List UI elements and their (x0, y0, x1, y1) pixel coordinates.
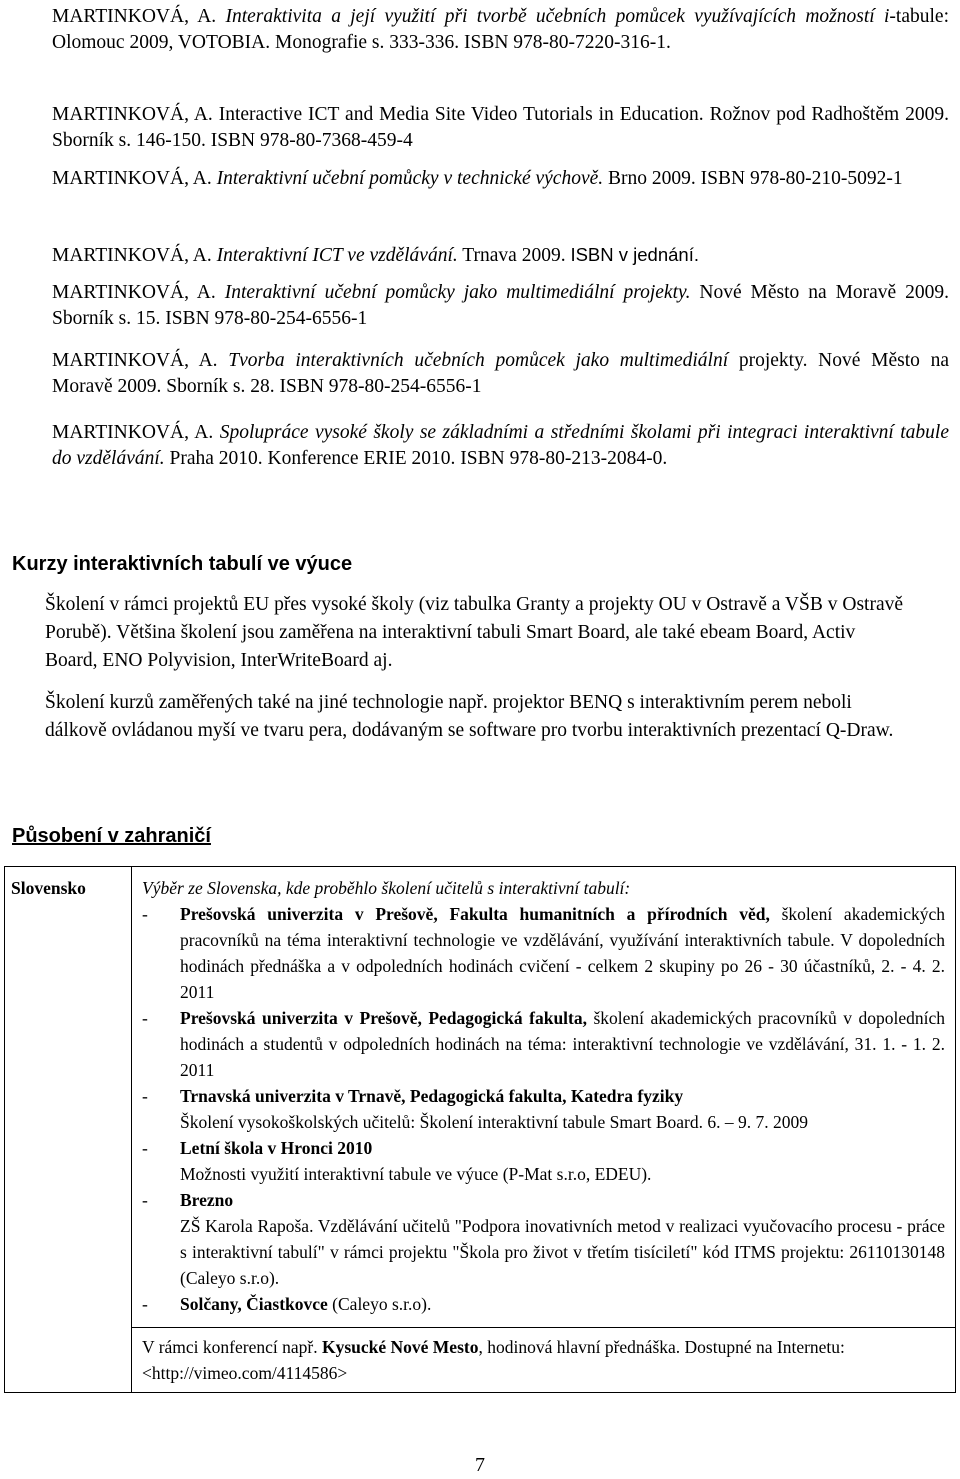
reference-2 (52, 102, 949, 154)
ref-author: MARTINKOVÁ, A. (52, 245, 212, 266)
list-item (142, 1135, 945, 1187)
abroad-table (4, 866, 956, 1393)
list-dash: - (142, 1190, 148, 1210)
ref-author: MARTINKOVÁ, A. (52, 104, 213, 125)
country-cell: Slovensko (5, 867, 132, 1393)
ref-title: Interaktivní ICT ve vzdělávání. (216, 245, 458, 266)
ref-title: Interaktivita a její využití při tvorbě učebních pomůcek využívajících možností i- (225, 6, 896, 27)
list-dash: - (142, 1138, 148, 1158)
list-dash: - (142, 1008, 148, 1028)
item-text: ZŠ Karola Rapoša. Vzdělávání učitelů "Podpora inovativních metod v realizaci vyučovacího procesu - práce s interaktivní tabulí" v rámci projektu "Škola pro život v třetím tisíciletí" kód ITMS projektu: 26110130148 (Caleyo s.r.o). (180, 1216, 945, 1288)
ref-title: Tvorba interaktivních učebních pomůcek jako multimediální (228, 350, 729, 371)
list-item (142, 1291, 945, 1317)
table-row (5, 1328, 956, 1393)
ref-author: MARTINKOVÁ, A. (52, 282, 216, 303)
ref-author: MARTINKOVÁ, A. (52, 168, 212, 189)
conference-note-cell (132, 1328, 956, 1393)
ref-rest: : Olomouc 2009, VOTOBIA. Monografie s. 333-336. ISBN 978-80-7220-316-1. (52, 6, 949, 53)
ref-title: Interaktivní učební pomůcky jako multimediální projekty. (224, 282, 691, 303)
list-item (142, 1005, 945, 1083)
item-text: školení akademických pracovníků na téma interaktivní technologie ve vzdělávání, využívání interaktivních tabule. V dopoledních hodinách přednáška a v odpoledních hodinách cvičení - celkem 2 skupiny po 26 - 30 účastníků, 2. - 4. 2. 2011 (180, 904, 945, 1002)
ref-author: MARTINKOVÁ, A. (52, 6, 217, 27)
list-item (142, 1187, 945, 1291)
ref-title: Interaktivní učební pomůcky v technické výchově. (216, 168, 604, 189)
ref-title-plain: tabule (895, 6, 944, 27)
reference-7 (52, 420, 949, 472)
item-text: Školení vysokoškolských učitelů: Školení interaktivní tabule Smart Board. 6. – 9. 7. 2009 (180, 1112, 808, 1132)
ref-rest-sans: ISBN v jednání. (570, 244, 699, 265)
item-text: Možnosti využití interaktivní tabule ve výuce (P-Mat s.r.o, EDEU). (180, 1164, 652, 1184)
item-text: školení akademických pracovníků v dopoledních hodinách a studentů v odpoledních hodinách na téma: interaktivní technologie ve vzdělávání, 31. 1. - 1. 2. 2011 (180, 1008, 945, 1080)
list-item (142, 1083, 945, 1135)
abroad-heading: Působení v zahraničí (12, 825, 211, 847)
reference-1 (52, 4, 949, 56)
item-title: Trnavská univerzita v Trnavě, Pedagogická fakulta, Katedra fyziky (180, 1086, 684, 1106)
ref-rest: Brno 2009. ISBN 978-80-210-5092-1 (608, 168, 903, 189)
note-text-end: , hodinová hlavní přednáška. Dostupné na Internetu: <http://vimeo.com/4114586> (142, 1337, 845, 1383)
note-bold: Kysucké Nové Mesto (321, 1337, 479, 1357)
ref-rest: Praha 2010. Konference ERIE 2010. ISBN 978-80-213-2084-0. (169, 448, 668, 469)
reference-4 (52, 242, 949, 269)
courses-paragraph-1: Školení v rámci projektů EU přes vysoké školy (viz tabulka Granty a projekty OU v Ostravě a VŠB v Ostravě Porubě). Většina školení jsou zaměřena na interaktivní tabuli Smart Board, ale také ebeam Board, Activ Board, ENO Polyvision, InterWriteBoard aj. (45, 594, 903, 671)
courses-heading: Kurzy interaktivních tabulí ve výuce (12, 553, 353, 575)
page-number: 7 (475, 1454, 485, 1476)
ref-rest: projekty. Nové Město na Moravě 2009. Sborník s. 28. ISBN 978-80-254-6556-1 (52, 350, 950, 397)
ref-rest: Nové Město na Moravě 2009. Sborník s. 15. ISBN 978-80-254-6556-1 (52, 282, 950, 329)
item-title: Brezno (180, 1190, 234, 1210)
ref-rest: Rožnov pod Radhoštěm 2009. Sborník s. 146-150. ISBN 978-80-7368-459-4 (52, 104, 949, 151)
item-text: (Caleyo s.r.o). (327, 1294, 432, 1314)
ref-title: Interactive ICT and Media Site Video Tutorials in Education. (218, 104, 704, 125)
reference-5 (52, 280, 949, 332)
ref-author: MARTINKOVÁ, A. (52, 422, 214, 443)
reference-6 (52, 348, 949, 400)
item-title: Prešovská univerzita v Prešově, Fakulta humanitních a přírodních věd, (180, 904, 770, 924)
note-text: V rámci konferencí např. (142, 1337, 322, 1357)
list-dash: - (142, 1086, 148, 1106)
ref-title: Spolupráce vysoké školy se základními a středními školami při integraci interaktivní tabule do vzdělávání. (52, 422, 949, 469)
ref-rest: Trnava 2009. (462, 245, 566, 266)
item-title: Letní škola v Hronci 2010 (180, 1138, 373, 1158)
ref-author: MARTINKOVÁ, A. (52, 350, 218, 371)
list-dash: - (142, 904, 148, 924)
list-item (142, 901, 945, 1005)
list-dash: - (142, 1294, 148, 1314)
table-row (5, 867, 956, 1328)
activities-intro: Výběr ze Slovenska, kde proběhlo školení učitelů s interaktivní tabulí: (142, 878, 631, 898)
activities-cell (132, 867, 956, 1328)
item-title: Solčany, Čiastkovce (180, 1294, 328, 1314)
item-title: Prešovská univerzita v Prešově, Pedagogická fakulta, (180, 1008, 587, 1028)
reference-3 (52, 166, 949, 192)
courses-paragraph-2: Školení kurzů zaměřených také na jiné technologie např. projektor BENQ s interaktivním perem neboli dálkově ovládanou myší ve tvaru pera, dodávaným se software pro tvorbu interaktivních prezentací Q-Draw. (45, 692, 894, 741)
